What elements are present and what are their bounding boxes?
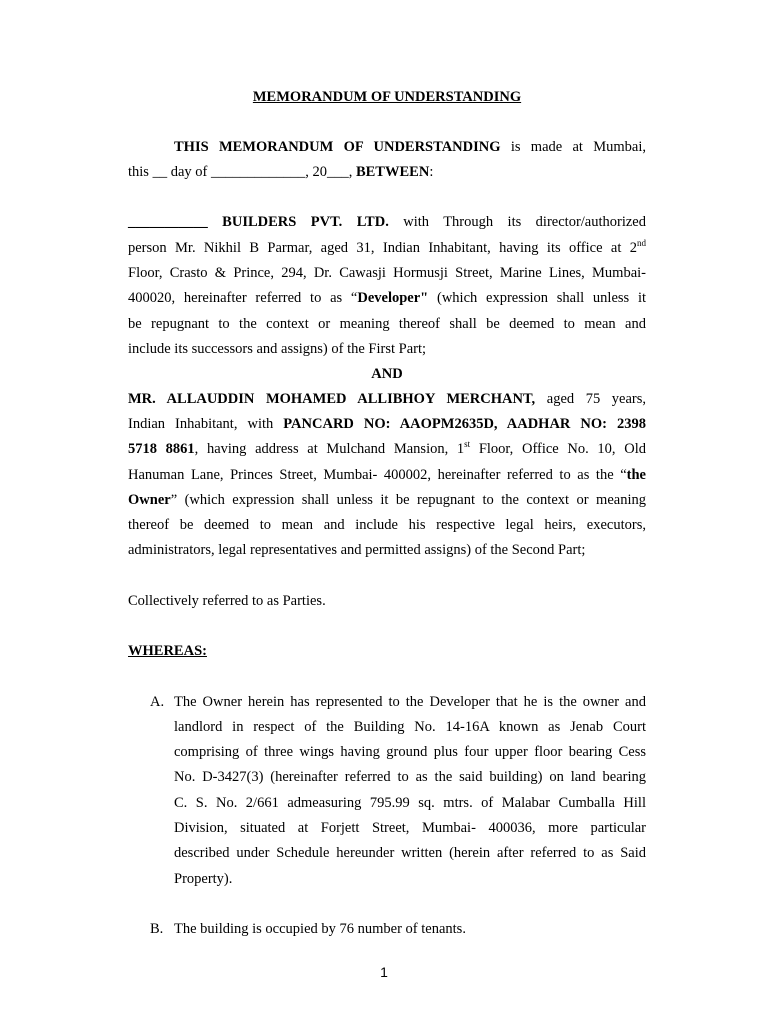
and-separator: AND xyxy=(371,366,403,382)
developer-para-line-6: include its successors and assigns) of the First Part; xyxy=(128,341,427,357)
clause-a-line-3: comprising of three wings having ground plus four upper floor bearing Cess xyxy=(174,744,646,760)
developer-para-line-3: Floor, Crasto & Prince, 294, Dr. Cawasji Hormusji Street, Marine Lines, Mumbai- xyxy=(128,265,646,281)
developer-para-line-2: person Mr. Nikhil B Parmar, aged 31, Indian Inhabitant, having its office at 2nd xyxy=(128,238,646,256)
clause-a-line-8: Property). xyxy=(174,871,233,887)
owner-para-line-4: Hanuman Lane, Princes Street, Mumbai- 400002, hereinafter referred to as the “the xyxy=(128,467,646,483)
clause-a-line-1: The Owner herein has represented to the Developer that he is the owner and xyxy=(174,694,646,710)
clause-a-line-4: No. D-3427(3) (hereinafter referred to as the said building) on land bearing xyxy=(174,769,646,785)
clause-a-line-2: landlord in respect of the Building No. 14-16A known as Jenab Court xyxy=(174,719,646,735)
clause-a-line-6: Division, situated at Forjett Street, Mumbai- 400036, more particular xyxy=(174,820,646,836)
page-number: 1 xyxy=(380,964,388,980)
clause-b-line-1: The building is occupied by 76 number of tenants. xyxy=(174,921,466,937)
developer-para-line-5: be repugnant to the context or meaning thereof shall be deemed to mean and xyxy=(128,316,646,332)
clause-a-line-5: C. S. No. 2/661 admeasuring 795.99 sq. mtrs. of Malabar Cumballa Hill xyxy=(174,795,646,811)
owner-para-line-6: thereof be deemed to mean and include his respective legal heirs, executors, xyxy=(128,517,646,533)
document-title: MEMORANDUM OF UNDERSTANDING xyxy=(252,89,522,105)
clause-a-marker: A. xyxy=(150,694,165,710)
intro-line-2: this __ day of _____________, 20___, BETWEEN: xyxy=(128,164,434,180)
collectively-line: Collectively referred to as Parties. xyxy=(128,593,326,609)
clause-a-line-7: described under Schedule hereunder written (herein after referred to as Said xyxy=(174,845,646,861)
owner-para-line-1: MR. ALLAUDDIN MOHAMED ALLIBHOY MERCHANT, aged 75 years, xyxy=(128,391,646,407)
owner-para-line-2: Indian Inhabitant, with PANCARD NO: AAOPM2635D, AADHAR NO: 2398 xyxy=(128,416,647,432)
owner-para-line-7: administrators, legal representatives and permitted assigns) of the Second Part; xyxy=(128,542,586,558)
developer-para-line-4: 400020, hereinafter referred to as “Developer" (which expression shall unless it xyxy=(128,290,646,306)
owner-para-line-3: 5718 8861, having address at Mulchand Mansion, 1st Floor, Office No. 10, Old xyxy=(128,439,646,457)
whereas-heading: WHEREAS: xyxy=(128,643,207,659)
intro-line-1: THIS MEMORANDUM OF UNDERSTANDING is made at Mumbai, xyxy=(174,139,646,155)
developer-para-line-1: ___________ BUILDERS PVT. LTD. with Through its director/authorized xyxy=(128,214,646,230)
clause-b-marker: B. xyxy=(150,921,164,937)
owner-para-line-5: Owner” (which expression shall unless it be repugnant to the context or meaning xyxy=(128,492,646,508)
